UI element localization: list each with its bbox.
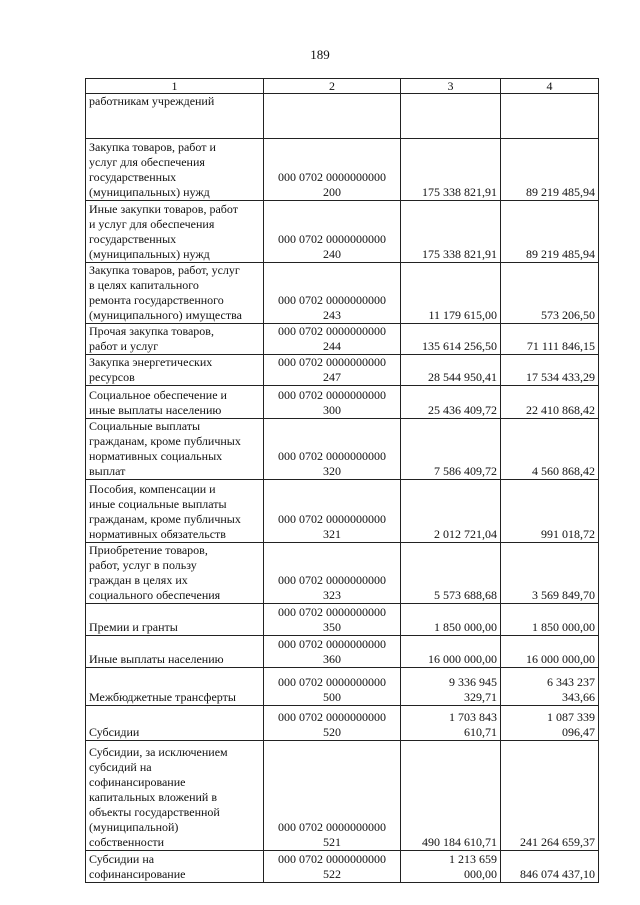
row-amount-col3-cell-text: 28 544 950,41	[428, 370, 497, 384]
row-amount-col3-cell	[401, 263, 501, 324]
row-name-cell	[86, 851, 264, 883]
row-amount-col3-cell-text: 490 184 610,71	[422, 835, 497, 849]
row-name-cell-text: Закупка энергетических ресурсов	[89, 355, 213, 384]
row-amount-col4-cell-text: 991 018,72	[541, 527, 595, 541]
table-row	[86, 419, 599, 480]
row-name-cell	[86, 263, 264, 324]
row-amount-col3-cell	[401, 386, 501, 419]
row-name-cell-text: Социальное обеспечение и иные выплаты населению	[89, 388, 227, 417]
row-name-cell-text: Субсидии	[89, 725, 140, 739]
table-body	[86, 94, 599, 883]
row-code-cell-text: 000 0702 0000000000 300	[278, 388, 386, 417]
row-amount-col3-cell-text: 1 703 843 610,71	[449, 710, 497, 739]
row-name-cell	[86, 604, 264, 636]
table-row	[86, 741, 599, 851]
table-row	[86, 706, 599, 741]
row-code-cell-text: 000 0702 0000000000 323	[278, 573, 386, 602]
row-name-cell-text: Иные закупки товаров, работ и услуг для обеспечения государственных (муниципальных) нужд	[89, 202, 238, 261]
row-code-cell	[264, 636, 401, 668]
row-code-cell	[264, 94, 401, 139]
row-amount-col4-cell	[501, 543, 599, 604]
row-amount-col3-cell-text: 1 850 000,00	[434, 620, 497, 634]
row-name-cell	[86, 139, 264, 201]
row-amount-col4-cell	[501, 324, 599, 355]
table-row	[86, 851, 599, 883]
row-amount-col3-cell-text: 9 336 945 329,71	[449, 675, 497, 704]
row-amount-col4-cell-text: 1 087 339 096,47	[547, 710, 595, 739]
row-name-cell	[86, 419, 264, 480]
row-code-cell	[264, 604, 401, 636]
row-amount-col3-cell-text: 175 338 821,91	[422, 185, 497, 199]
row-amount-col3-cell-text: 1 213 659 000,00	[449, 852, 497, 881]
row-amount-col4-cell	[501, 706, 599, 741]
row-amount-col4-cell	[501, 604, 599, 636]
row-amount-col3-cell-text: 135 614 256,50	[422, 339, 497, 353]
row-amount-col4-cell-text: 6 343 237 343,66	[547, 675, 595, 704]
row-code-cell-text: 000 0702 0000000000 350	[278, 605, 386, 634]
row-name-cell-text: Приобретение товаров, работ, услуг в пользу граждан в целях их социального обеспечения	[89, 543, 221, 602]
row-amount-col3-cell	[401, 201, 501, 263]
row-amount-col4-cell-text: 3 569 849,70	[532, 588, 595, 602]
row-amount-col4-cell-text: 22 410 868,42	[526, 403, 595, 417]
row-code-cell	[264, 263, 401, 324]
row-amount-col3-cell-text: 2 012 721,04	[434, 527, 497, 541]
row-code-cell	[264, 543, 401, 604]
row-amount-col4-cell-text: 71 111 846,15	[526, 339, 595, 353]
row-amount-col4-cell	[501, 139, 599, 201]
table-row	[86, 386, 599, 419]
row-amount-col4-cell-text: 4 560 868,42	[532, 464, 595, 478]
row-name-cell	[86, 706, 264, 741]
row-code-cell-text: 000 0702 0000000000 247	[278, 355, 386, 384]
column-header-2: 2	[264, 79, 401, 94]
row-amount-col3-cell	[401, 851, 501, 883]
row-code-cell	[264, 668, 401, 706]
row-amount-col3-cell	[401, 480, 501, 543]
row-code-cell	[264, 386, 401, 419]
row-code-cell-text: 000 0702 0000000000 520	[278, 710, 386, 739]
row-name-cell-text: Закупка товаров, работ и услуг для обеспечения государственных (муниципальных) нужд	[89, 140, 216, 199]
table-row	[86, 201, 599, 263]
table-row	[86, 636, 599, 668]
row-amount-col4-cell	[501, 201, 599, 263]
row-amount-col4-cell	[501, 386, 599, 419]
row-amount-col3-cell-text: 16 000 000,00	[428, 652, 497, 666]
row-name-cell	[86, 94, 264, 139]
row-amount-col3-cell-text: 7 586 409,72	[434, 464, 497, 478]
row-amount-col3-cell-text: 25 436 409,72	[428, 403, 497, 417]
row-amount-col4-cell-text: 846 074 437,10	[520, 867, 595, 881]
row-amount-col4-cell-text: 573 206,50	[541, 308, 595, 322]
row-name-cell-text: Иные выплаты населению	[89, 652, 224, 666]
budget-table	[85, 78, 599, 883]
row-name-cell-text: Прочая закупка товаров, работ и услуг	[89, 324, 214, 353]
row-amount-col3-cell	[401, 636, 501, 668]
row-code-cell	[264, 706, 401, 741]
row-name-cell	[86, 741, 264, 851]
table-row	[86, 355, 599, 386]
row-code-cell	[264, 851, 401, 883]
column-header-3: 3	[401, 79, 501, 94]
row-amount-col4-cell	[501, 851, 599, 883]
row-amount-col4-cell-text: 17 534 433,29	[526, 370, 595, 384]
row-code-cell	[264, 201, 401, 263]
row-name-cell-text: Пособия, компенсации и иные социальные выплаты гражданам, кроме публичных нормативных обязательств	[89, 482, 241, 541]
row-amount-col3-cell	[401, 741, 501, 851]
table-row	[86, 94, 599, 139]
row-amount-col3-cell-text: 5 573 688,68	[434, 588, 497, 602]
row-name-cell-text: Субсидии, за исключением субсидий на софинансирование капитальных вложений в объекты государственной (муниципальной) собственности	[89, 745, 228, 849]
row-amount-col4-cell	[501, 668, 599, 706]
row-code-cell-text: 000 0702 0000000000 200	[278, 170, 386, 199]
column-header-4: 4	[501, 79, 599, 94]
row-code-cell-text: 000 0702 0000000000 244	[278, 324, 386, 353]
row-amount-col3-cell	[401, 139, 501, 201]
table-row	[86, 263, 599, 324]
row-name-cell	[86, 480, 264, 543]
row-amount-col3-cell	[401, 668, 501, 706]
row-name-cell	[86, 543, 264, 604]
row-amount-col3-cell-text: 11 179 615,00	[428, 308, 497, 322]
row-amount-col4-cell-text: 1 850 000,00	[532, 620, 595, 634]
row-name-cell	[86, 355, 264, 386]
row-code-cell-text: 000 0702 0000000000 360	[278, 637, 386, 666]
row-name-cell	[86, 668, 264, 706]
row-name-cell-text: работникам учреждений	[89, 94, 215, 108]
row-amount-col3-cell	[401, 604, 501, 636]
row-code-cell	[264, 355, 401, 386]
row-amount-col4-cell	[501, 419, 599, 480]
row-amount-col3-cell	[401, 706, 501, 741]
table-row	[86, 480, 599, 543]
row-name-cell-text: Закупка товаров, работ, услуг в целях капитального ремонта государственного (муниципального) имущества	[89, 263, 242, 322]
table-row	[86, 604, 599, 636]
row-amount-col3-cell	[401, 324, 501, 355]
row-code-cell-text: 000 0702 0000000000 243	[278, 293, 386, 322]
row-amount-col3-cell	[401, 543, 501, 604]
row-code-cell-text: 000 0702 0000000000 320	[278, 449, 386, 478]
table-row	[86, 139, 599, 201]
row-amount-col4-cell	[501, 263, 599, 324]
row-amount-col3-cell-text: 175 338 821,91	[422, 247, 497, 261]
row-amount-col3-cell	[401, 355, 501, 386]
row-amount-col4-cell	[501, 94, 599, 139]
row-code-cell-text: 000 0702 0000000000 321	[278, 512, 386, 541]
row-name-cell	[86, 324, 264, 355]
row-code-cell	[264, 480, 401, 543]
row-name-cell-text: Социальные выплаты гражданам, кроме публичных нормативных социальных выплат	[89, 419, 241, 478]
row-name-cell	[86, 636, 264, 668]
row-amount-col3-cell	[401, 419, 501, 480]
table-row	[86, 324, 599, 355]
row-amount-col3-cell	[401, 94, 501, 139]
row-amount-col4-cell	[501, 636, 599, 668]
row-name-cell-text: Премии и гранты	[89, 620, 178, 634]
row-name-cell-text: Межбюджетные трансферты	[89, 690, 236, 704]
row-code-cell	[264, 324, 401, 355]
row-code-cell	[264, 139, 401, 201]
row-amount-col4-cell-text: 89 219 485,94	[526, 247, 595, 261]
row-name-cell-text: Субсидии на софинансирование	[89, 852, 186, 881]
row-code-cell	[264, 741, 401, 851]
row-amount-col4-cell	[501, 480, 599, 543]
table-row	[86, 668, 599, 706]
row-code-cell-text: 000 0702 0000000000 522	[278, 852, 386, 881]
row-code-cell-text: 000 0702 0000000000 521	[278, 820, 386, 849]
row-amount-col4-cell-text: 241 264 659,37	[520, 835, 595, 849]
row-name-cell	[86, 386, 264, 419]
table-row	[86, 543, 599, 604]
row-amount-col4-cell	[501, 355, 599, 386]
table-header-row	[86, 79, 599, 94]
row-amount-col4-cell	[501, 741, 599, 851]
column-header-1: 1	[86, 79, 264, 94]
row-amount-col4-cell-text: 89 219 485,94	[526, 185, 595, 199]
row-code-cell-text: 000 0702 0000000000 240	[278, 232, 386, 261]
row-name-cell	[86, 201, 264, 263]
row-code-cell-text: 000 0702 0000000000 500	[278, 675, 386, 704]
row-code-cell	[264, 419, 401, 480]
row-amount-col4-cell-text: 16 000 000,00	[526, 652, 595, 666]
page-number: 189	[310, 47, 330, 62]
